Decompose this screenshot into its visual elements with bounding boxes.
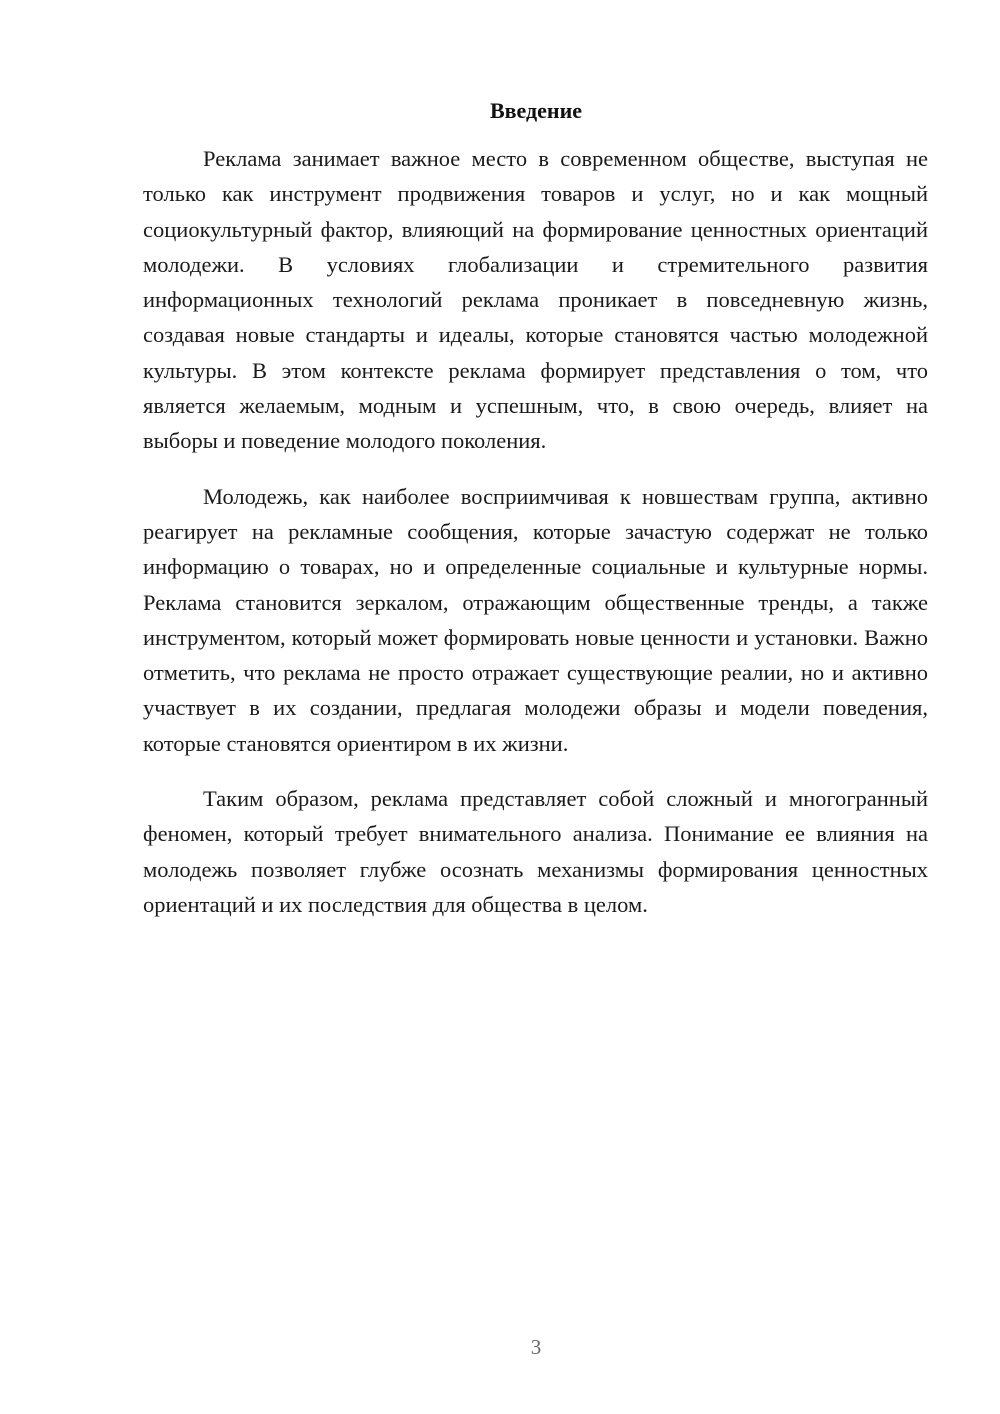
section-heading: Введение: [489, 98, 583, 123]
body-text: [143, 141, 928, 942]
page-number: 3: [530, 1335, 542, 1359]
paragraph-1: Реклама занимает важное место в современном обществе, выступая не только как инструмент продвижения товаров и услуг, но и как мощный социокультурный фактор, влияющий на формирование ценностных ориентаций молодежи. В условиях глобализации и стремительного развития информационных технологий реклама проникает в повседневную жизнь, создавая новые стандарты и идеалы, которые становятся частью молодежной культуры. В этом контексте реклама формирует представления о том, что является желаемым, модным и успешным, что, в свою очередь, влияет на выборы и поведение молодого поколения.: [143, 146, 928, 454]
paragraph-2: Молодежь, как наиболее восприимчивая к новшествам группа, активно реагирует на рекламные сообщения, которые зачастую содержат не только информацию о товарах, но и определенные социальные и культурные нормы. Реклама становится зеркалом, отражающим общественные тренды, а также инструментом, который может формировать новые ценности и установки. Важно отметить, что реклама не просто отражает существующие реалии, но и активно участвует в их создании, предлагая молодежи образы и модели поведения, которые становятся ориентиром в их жизни.: [143, 483, 928, 756]
paragraph-3: Таким образом, реклама представляет собой сложный и многогранный феномен, который требует внимательного анализа. Понимание ее влияния на молодежь позволяет глубже осознать механизмы формирования ценностных ориентаций и их последствия для общества в целом.: [143, 786, 928, 917]
